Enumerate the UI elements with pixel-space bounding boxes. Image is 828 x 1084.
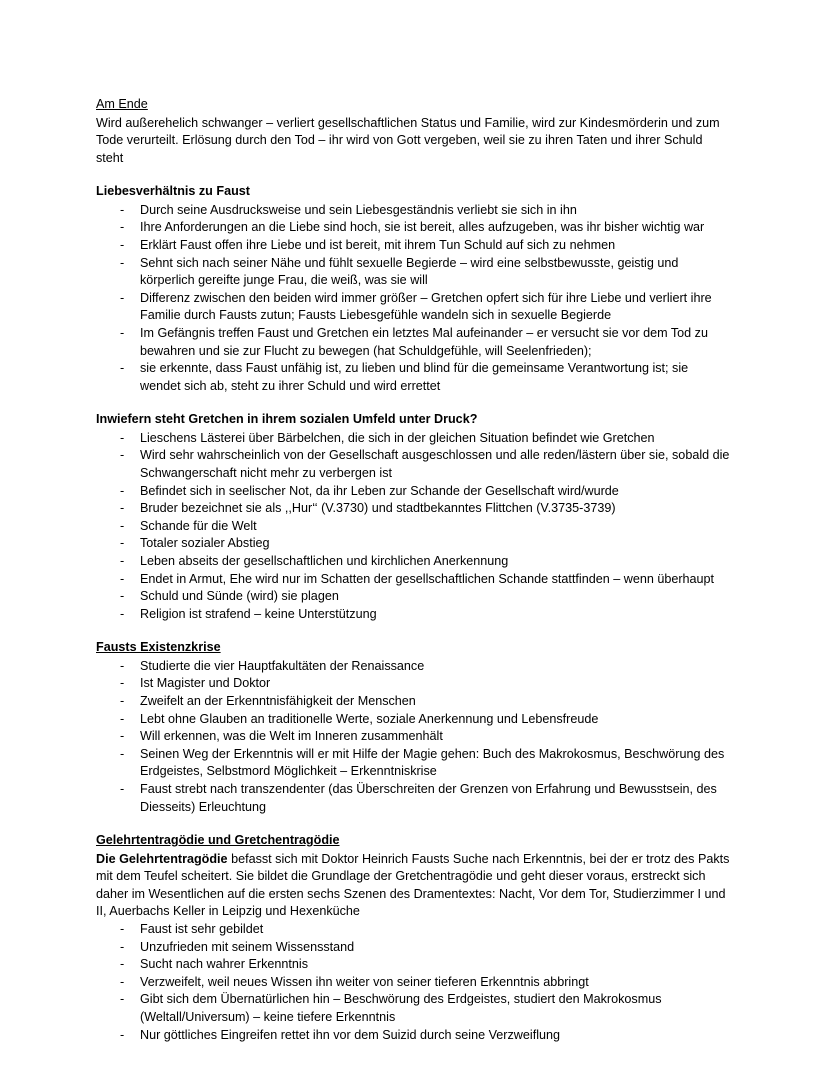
list-item-text: Erklärt Faust offen ihre Liebe und ist bereit, mit ihrem Tun Schuld auf sich zu nehmen [140, 237, 616, 252]
list-item-text: Durch seine Ausdrucksweise und sein Liebesgeständnis verliebt sie sich in ihn [140, 202, 577, 217]
list-item-text: Endet in Armut, Ehe wird nur im Schatten der gesellschaftlichen Schande stattfinden – wenn überhaupt [140, 571, 715, 586]
list-item [96, 746, 732, 781]
bullet-marker: - [120, 992, 125, 1007]
list-item [96, 658, 732, 676]
list-item-text: Verzweifelt, weil neues Wissen ihn weiter von seiner tieferen Erkenntnis abbringt [140, 974, 589, 989]
section-heading: Fausts Existenzkrise [96, 640, 221, 655]
bullet-marker: - [120, 782, 125, 796]
bullet-marker: - [120, 939, 125, 954]
list-item [96, 991, 732, 1026]
list-item-text: Studierte die vier Hauptfakultäten der Renaissance [140, 658, 425, 673]
list-item [96, 553, 732, 571]
list-item [96, 956, 732, 974]
list-item [96, 518, 732, 536]
bullet-marker: - [120, 746, 125, 761]
list-item [96, 500, 732, 518]
bullet-marker: - [120, 571, 125, 586]
list-item-text: Faust strebt nach transzendenter (das Überschreiten der Grenzen von Erfahrung und Bewusstsein, des Diesseits) Erleuchtung [140, 782, 717, 814]
list-item-text: Seinen Weg der Erkenntnis will er mit Hilfe der Magie gehen: Buch des Makrokosmus, Beschwörung des Erdgeistes, Selbstmord Möglichkeit – Erkenntniskrise [140, 746, 725, 779]
list-item [96, 1027, 732, 1045]
bullet-marker: - [120, 361, 125, 376]
spacer [96, 167, 732, 183]
list-item-text: Schande für die Welt [140, 518, 257, 533]
list-item-text: Bruder bezeichnet sie als ,,Hur‘‘ (V.3730) und stadtbekanntes Flittchen (V.3735-3739) [140, 501, 616, 516]
bullet-marker: - [120, 430, 125, 445]
list-item-text: Religion ist strafend – keine Unterstützung [140, 606, 377, 621]
bullet-marker: - [120, 448, 125, 463]
list-item [96, 571, 732, 589]
list-item [96, 728, 732, 746]
list-item-text: Nur göttliches Eingreifen rettet ihn vor dem Suizid durch seine Verzweiflung [140, 1027, 561, 1042]
paragraph-body: befasst sich mit Doktor Heinrich Fausts Suche nach Erkenntnis, bei der er trotz des Pakts mit dem Teufel scheitert. Sie bildet die Grundlage der Gretchentragödie und geht dieser voraus, erstreckt sich daher im Wesentlichen auf die ersten sechs Szenen des Dramentextes: Nacht, Vor dem Tor, Studierzimmer I und II, Auerbachs Keller in Leipzig und Hexenküche [96, 851, 730, 919]
list-item [96, 237, 732, 255]
section-heading: Gelehrtentragödie und Gretchentragödie [96, 833, 340, 848]
section-heading: Am Ende [96, 97, 148, 111]
bullet-marker: - [120, 711, 125, 726]
list-item [96, 588, 732, 606]
list-item-text: Will erkennen, was die Welt im Inneren zusammenhält [140, 729, 443, 744]
list-item-text: Sehnt sich nach seiner Nähe und fühlt sexuelle Begierde – wird eine selbstbewusste, geistig und körperlich gereifte junge Frau, die weiß, was sie will [140, 255, 679, 288]
list-item [96, 325, 732, 360]
bullet-marker: - [120, 325, 125, 340]
section-gelehrten-gretchentragoedie [96, 832, 732, 1044]
bullet-marker: - [120, 255, 125, 270]
list-item-text: Lebt ohne Glauben an traditionelle Werte, soziale Anerkennung und Lebensfreude [140, 711, 599, 726]
list-item-text: Leben abseits der gesellschaftlichen und kirchlichen Anerkennung [140, 553, 509, 568]
list-item [96, 447, 732, 482]
list-item [96, 535, 732, 553]
list-item-text: Wird sehr wahrscheinlich von der Gesellschaft ausgeschlossen und alle reden/lästern über sie, sobald die Schwangerschaft nicht mehr zu verbergen ist [140, 448, 730, 480]
bullet-marker: - [120, 501, 125, 516]
list-item-text: Faust ist sehr gebildet [140, 922, 264, 937]
section-heading: Liebesverhältnis zu Faust [96, 184, 250, 199]
bullet-marker: - [120, 220, 125, 235]
bullet-marker: - [120, 1027, 125, 1042]
list-item [96, 255, 732, 290]
list-item-text: Gibt sich dem Übernatürlichen hin – Beschwörung des Erdgeistes, studiert den Makrokosmus (Weltall/Universum) – keine tiefere Erkenntnis [140, 992, 662, 1025]
bullet-marker: - [120, 922, 125, 937]
bullet-marker: - [120, 606, 125, 621]
bullet-list [96, 202, 732, 396]
spacer [96, 395, 732, 411]
section-am-ende [96, 96, 732, 167]
section-sozialer-druck [96, 411, 732, 623]
list-item [96, 430, 732, 448]
bullet-marker: - [120, 553, 125, 568]
list-item-text: Differenz zwischen den beiden wird immer größer – Gretchen opfert sich für ihre Liebe und verliert ihre Familie durch Fausts zutun; Fausts Liebesgefühle wandeln sich in sexuelle Begierde [140, 290, 712, 323]
paragraph-lead: Die Gelehrtentragödie [96, 851, 228, 866]
bullet-marker: - [120, 536, 125, 551]
list-item-text: Totaler sozialer Abstieg [140, 536, 270, 551]
bullet-marker: - [120, 658, 125, 673]
list-item [96, 360, 732, 395]
list-item [96, 921, 732, 939]
list-item [96, 606, 732, 624]
bullet-marker: - [120, 237, 125, 252]
list-item-text: Unzufrieden mit seinem Wissensstand [140, 939, 355, 954]
bullet-list [96, 921, 732, 1044]
bullet-marker: - [120, 290, 125, 305]
list-item-text: sie erkennte, dass Faust unfähig ist, zu lieben und blind für die gemeinsame Verantwortung ist; sie wendet sich ab, steht zu ihrer Schuld und wird errettet [140, 361, 689, 393]
bullet-marker: - [120, 589, 125, 604]
bullet-list [96, 430, 732, 624]
section-fausts-existenzkrise [96, 639, 732, 816]
bullet-marker: - [120, 676, 125, 691]
bullet-marker: - [120, 729, 125, 744]
list-item [96, 675, 732, 693]
list-item [96, 711, 732, 729]
list-item [96, 483, 732, 501]
bullet-marker: - [120, 483, 125, 498]
list-item-text: Schuld und Sünde (wird) sie plagen [140, 589, 339, 604]
section-heading: Inwiefern steht Gretchen in ihrem sozialen Umfeld unter Druck? [96, 412, 478, 427]
section-paragraph: Wird außerehelich schwanger – verliert gesellschaftlichen Status und Familie, wird zur Kindesmörderin und zum Tode verurteilt. Erlösung durch den Tod – ihr wird von Gott vergeben, weil sie zu ihren Taten und ihrer Schuld steht [96, 115, 720, 165]
bullet-list [96, 658, 732, 816]
list-item [96, 781, 732, 816]
list-item [96, 202, 732, 220]
spacer [96, 816, 732, 832]
list-item-text: Ihre Anforderungen an die Liebe sind hoch, sie ist bereit, alles aufzugeben, was ihr bisher wichtig war [140, 220, 705, 235]
list-item-text: Zweifelt an der Erkenntnisfähigkeit der Menschen [140, 694, 416, 709]
list-item-text: Im Gefängnis treffen Faust und Gretchen ein letztes Mal aufeinander – er versucht sie vor dem Tod zu bewahren und sie zur Flucht zu bewegen (hat Schuldgefühle, will Seelenfrieden); [140, 325, 708, 358]
list-item [96, 290, 732, 325]
bullet-marker: - [120, 202, 125, 217]
section-liebesverhaeltnis [96, 183, 732, 395]
list-item-text: Lieschens Lästerei über Bärbelchen, die sich in der gleichen Situation befindet wie Gretchen [140, 430, 655, 445]
spacer [96, 623, 732, 639]
bullet-marker: - [120, 957, 125, 972]
list-item-text: Ist Magister und Doktor [140, 676, 271, 691]
bullet-marker: - [120, 694, 125, 709]
list-item-text: Befindet sich in seelischer Not, da ihr Leben zur Schande der Gesellschaft wird/wurde [140, 483, 619, 498]
list-item [96, 939, 732, 957]
list-item [96, 693, 732, 711]
bullet-marker: - [120, 974, 125, 989]
bullet-marker: - [120, 518, 125, 533]
list-item [96, 974, 732, 992]
list-item-text: Sucht nach wahrer Erkenntnis [140, 957, 309, 972]
list-item [96, 219, 732, 237]
section-paragraph [96, 851, 732, 921]
